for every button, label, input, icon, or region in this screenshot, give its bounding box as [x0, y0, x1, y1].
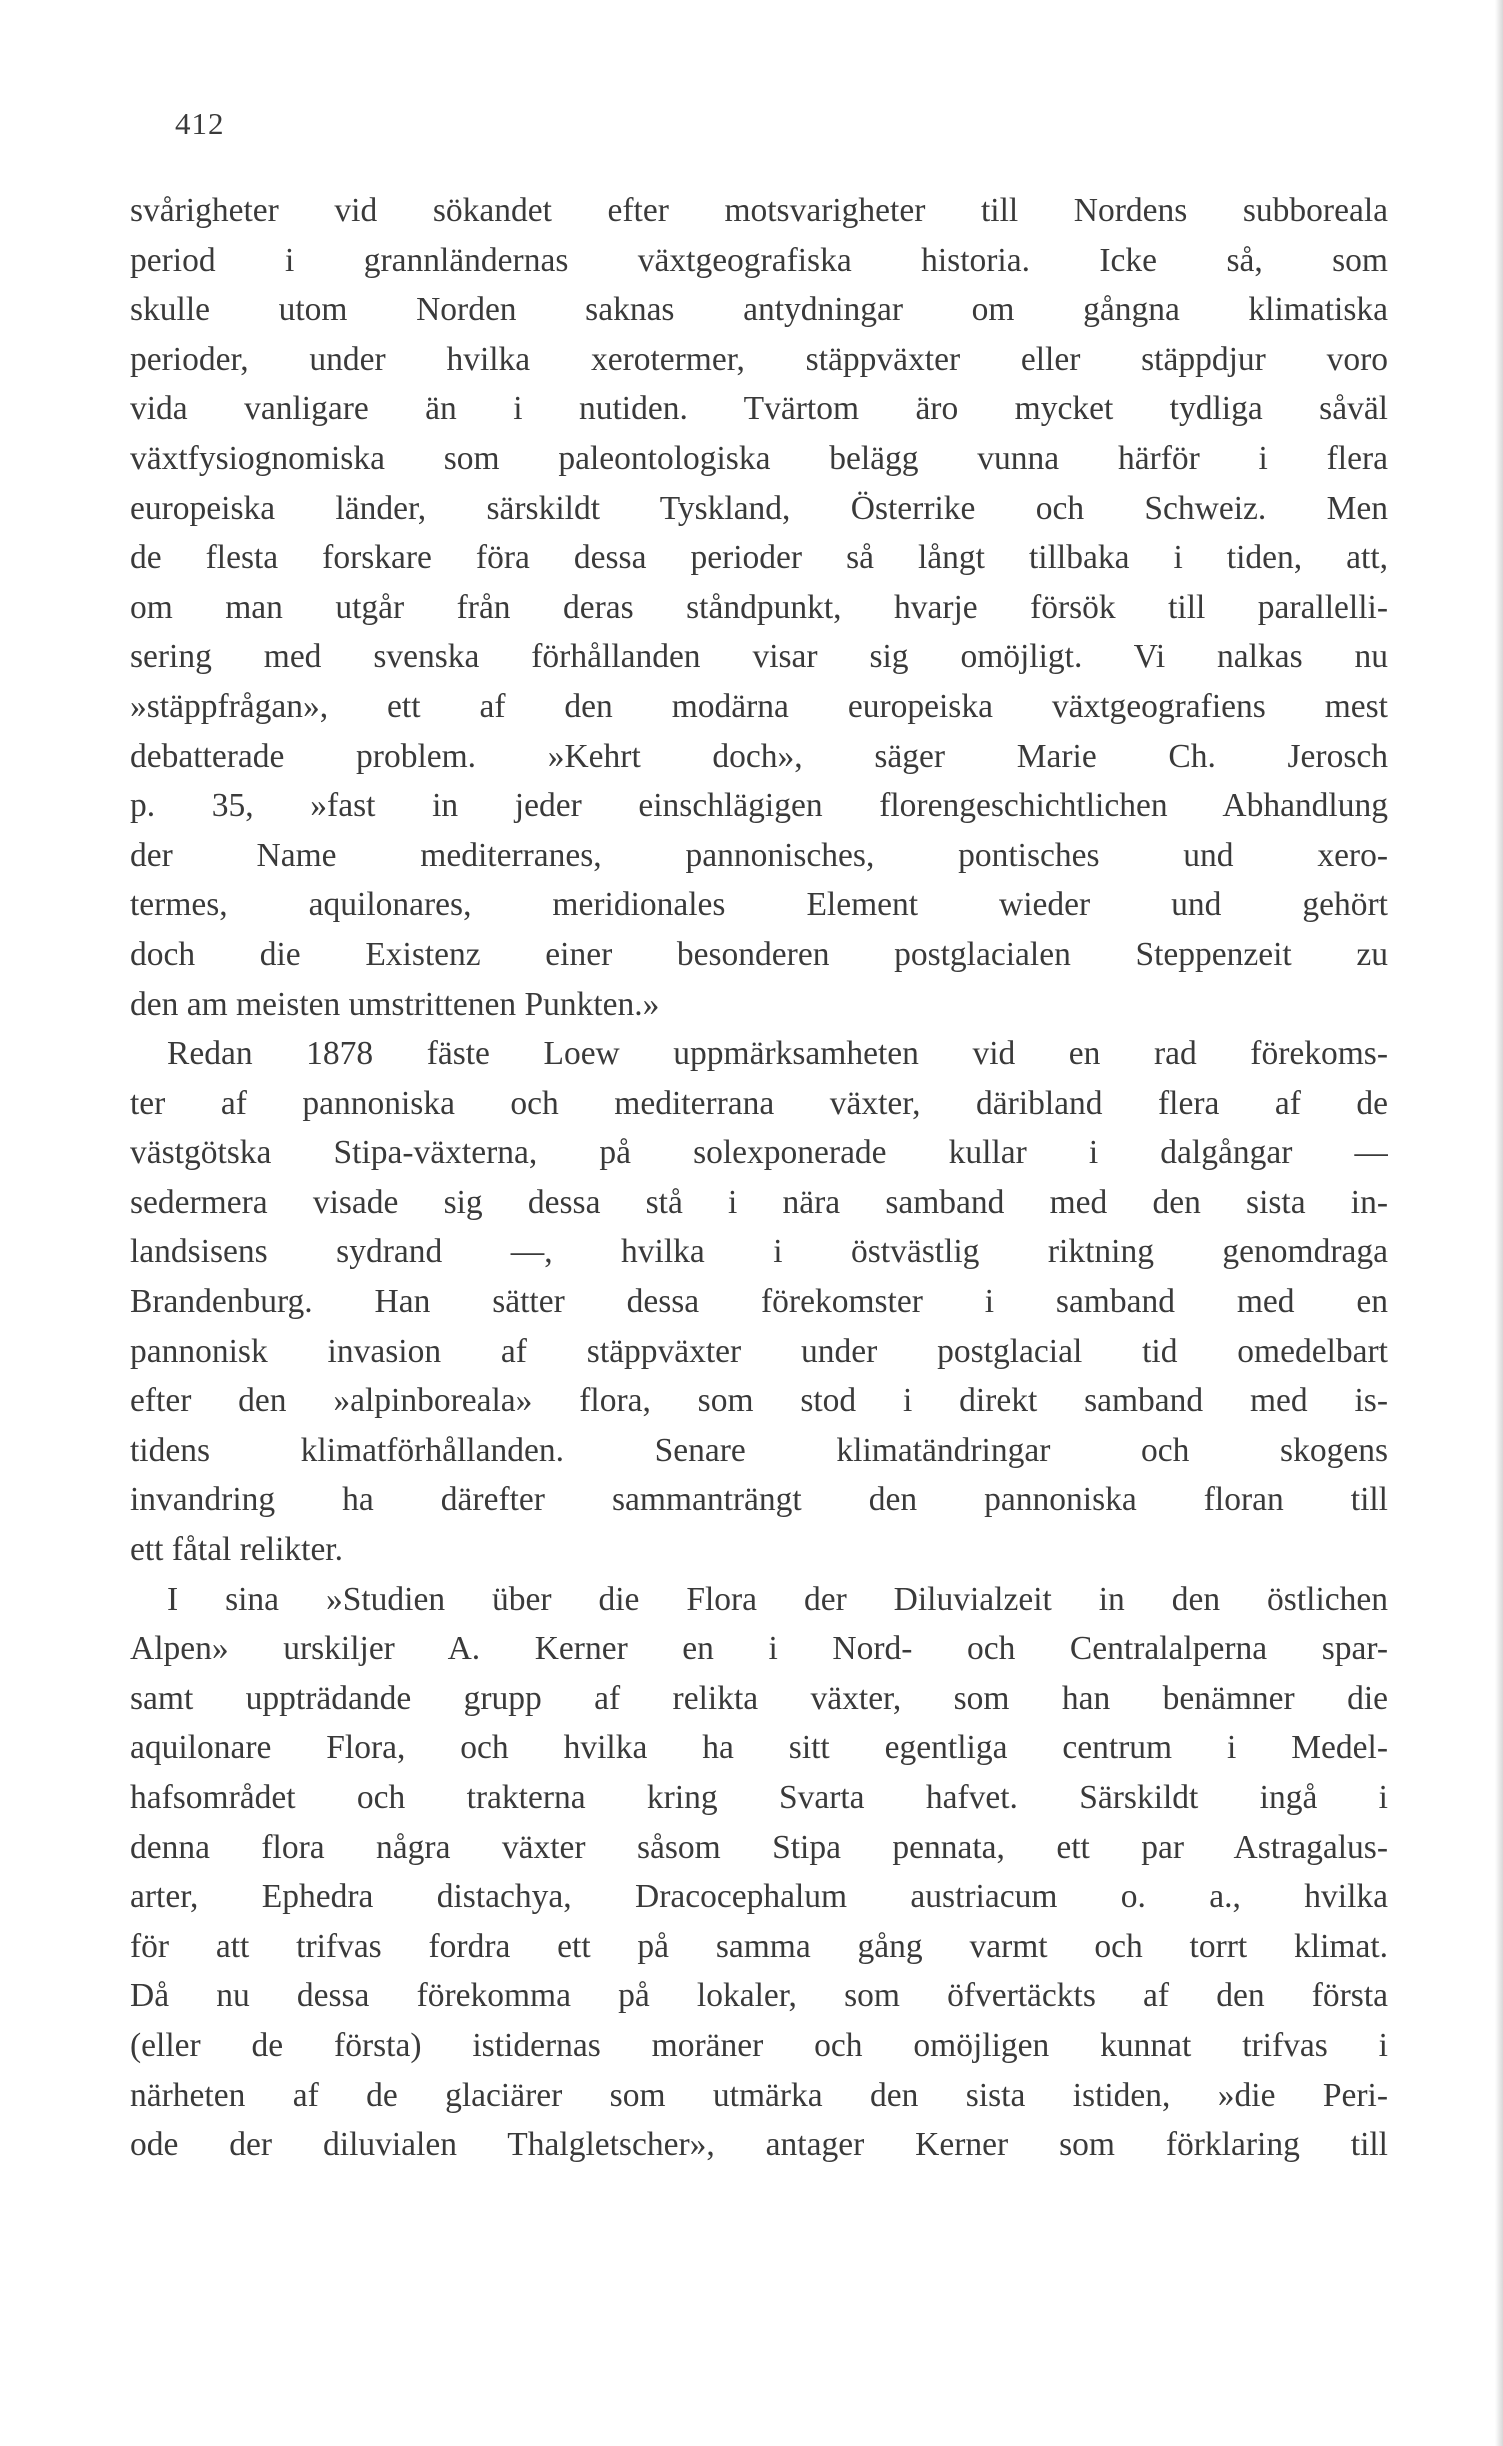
text-line: pannonisk invasion af stäppväxter under postglacial tid omedelbart — [130, 1332, 1388, 1370]
text-line: efter den »alpinboreala» flora, som stod i direkt samband med is- — [130, 1382, 1388, 1420]
text-line: der Name mediterranes, pannonisches, pontisches und xero- — [130, 836, 1388, 874]
text-line: för att trifvas fordra ett på samma gång varmt och torrt klimat. — [130, 1927, 1388, 1965]
text-line: ett fåtal relikter. — [130, 1531, 343, 1569]
text-line: perioder, under hvilka xerotermer, stäppväxter eller stäppdjur voro — [130, 340, 1388, 378]
text-line: landsisens sydrand —, hvilka i östvästlig riktning genomdraga — [130, 1233, 1388, 1271]
text-line: tidens klimatförhållanden. Senare klimatändringar och skogens — [130, 1431, 1388, 1469]
text-line: vida vanligare än i nutiden. Tvärtom äro mycket tydliga såväl — [130, 390, 1388, 428]
text-line: europeiska länder, särskildt Tyskland, Österrike och Schweiz. Men — [130, 489, 1388, 527]
text-line: termes, aquilonares, meridionales Element wieder und gehört — [130, 886, 1388, 924]
text-line: svårigheter vid sökandet efter motsvarigheter till Nordens subboreala — [130, 192, 1388, 229]
text-line: västgötska Stipa-växterna, på solexponerade kullar i dalgångar — — [130, 1134, 1388, 1172]
text-line: period i grannländernas växtgeografiska historia. Icke så, som — [130, 241, 1388, 279]
text-line: ter af pannoniska och mediterrana växter, däribland flera af de — [130, 1084, 1388, 1122]
page-number: 412 — [175, 106, 225, 141]
text-line: doch die Existenz einer besonderen postglacialen Steppenzeit zu — [130, 935, 1388, 973]
text-line: de flesta forskare föra dessa perioder så långt tillbaka i tiden, att, — [130, 539, 1388, 577]
text-line: om man utgår från deras ståndpunkt, hvarje försök till parallelli- — [130, 588, 1388, 626]
text-line: ode der diluvialen Thalgletscher», antager Kerner som förklaring till — [130, 2126, 1388, 2164]
text-line: Redan 1878 fäste Loew uppmärksamheten vid en rad förekoms- — [167, 1035, 1388, 1073]
text-line: Alpen» urskiljer A. Kerner en i Nord- och Centralalperna spar- — [130, 1630, 1388, 1668]
text-line: Brandenburg. Han sätter dessa förekomster i samband med en — [130, 1283, 1388, 1321]
text-line: denna flora några växter såsom Stipa pennata, ett par Astragalus- — [130, 1828, 1388, 1866]
text-line: sedermera visade sig dessa stå i nära samband med den sista in- — [130, 1183, 1388, 1221]
text-line: aquilonare Flora, och hvilka ha sitt egentliga centrum i Medel- — [130, 1729, 1388, 1767]
page-edge-shadow — [1495, 0, 1503, 2446]
text-line: debatterade problem. »Kehrt doch», säger Marie Ch. Jerosch — [130, 737, 1388, 775]
text-line: närheten af de glaciärer som utmärka den sista istiden, »die Peri- — [130, 2076, 1388, 2114]
text-line: arter, Ephedra distachya, Dracocephalum austriacum o. a., hvilka — [130, 1878, 1388, 1916]
text-line: växtfysiognomiska som paleontologiska belägg vunna härför i flera — [130, 439, 1388, 477]
text-line: skulle utom Norden saknas antydningar om gångna klimatiska — [130, 291, 1388, 329]
text-line: I sina »Studien über die Flora der Diluvialzeit in den östlichen — [167, 1580, 1388, 1618]
text-line: (eller de första) istidernas moräner och omöjligen kunnat trifvas i — [130, 2026, 1388, 2064]
body-text — [130, 186, 1388, 2170]
text-line: p. 35, »fast in jeder einschlägigen florengeschichtlichen Abhandlung — [130, 787, 1388, 825]
text-line: »stäppfrågan», ett af den modärna europeiska växtgeografiens mest — [130, 687, 1388, 725]
text-line: invandring ha därefter sammanträngt den pannoniska floran till — [130, 1481, 1388, 1519]
text-line: den am meisten umstrittenen Punkten.» — [130, 985, 660, 1023]
text-line: hafsområdet och trakterna kring Svarta hafvet. Särskildt ingå i — [130, 1779, 1388, 1816]
text-line: samt uppträdande grupp af relikta växter, som han benämner die — [130, 1679, 1388, 1717]
text-line: Då nu dessa förekomma på lokaler, som öfvertäckts af den första — [130, 1977, 1388, 2015]
text-line: sering med svenska förhållanden visar sig omöjligt. Vi nalkas nu — [130, 638, 1388, 676]
